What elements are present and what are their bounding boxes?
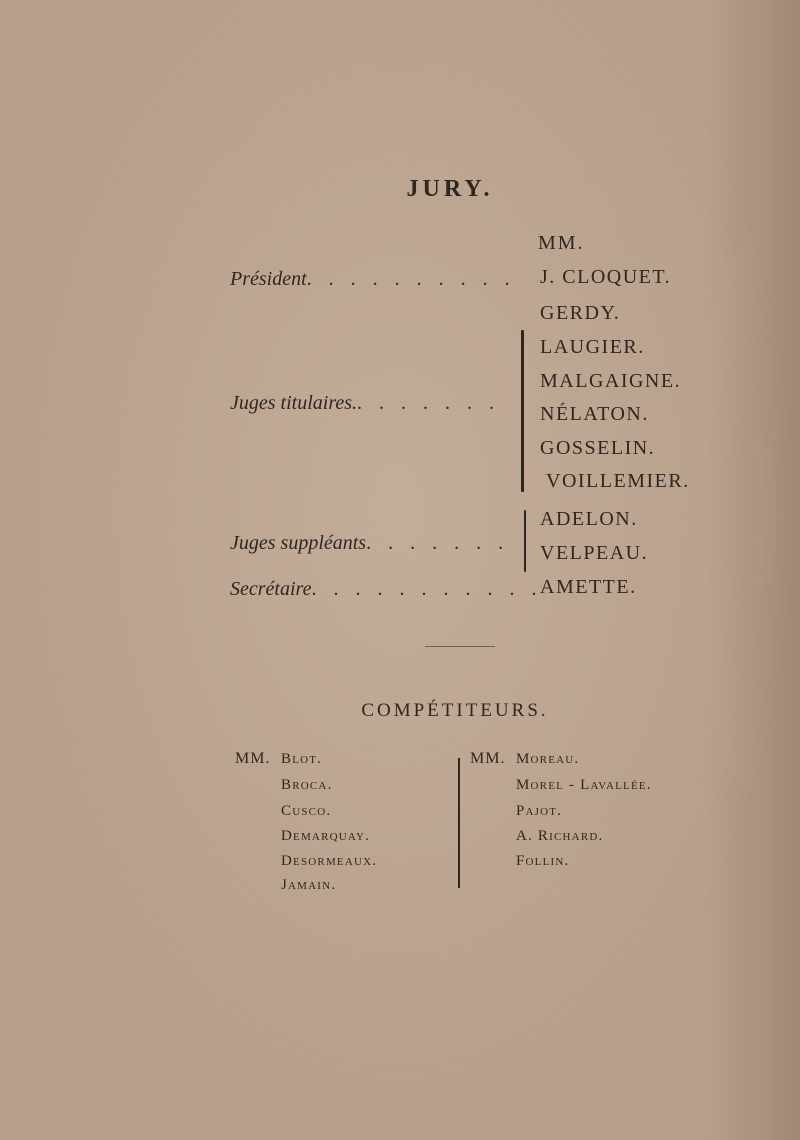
role-president-dots: . . . . . . . . . . xyxy=(306,268,516,290)
competitor-name: Follin. xyxy=(516,853,570,869)
role-titulaires xyxy=(230,392,500,415)
competitors-separator xyxy=(458,758,460,888)
competitors-title: COMPÉTITEURS. xyxy=(361,700,549,721)
competitors-right-mm: MM. xyxy=(470,750,506,767)
jury-mm-header: MM. xyxy=(538,232,585,254)
titulaires-brace xyxy=(521,330,524,492)
competitor-name: Blot. xyxy=(281,751,323,767)
page-title: JURY. xyxy=(406,176,494,202)
competitor-name: Desormeaux. xyxy=(281,853,378,869)
role-secretaire-dots: . . . . . . . . . . . xyxy=(311,578,543,600)
secretaire-name: AMETTE. xyxy=(540,576,637,598)
competitor-name: Cusco. xyxy=(281,803,332,819)
suppleant-name: VELPEAU. xyxy=(540,542,649,564)
role-suppleants-label: Juges suppléants xyxy=(230,532,367,554)
role-titulaires-label: Juges titulaires. xyxy=(230,392,358,414)
competitor-name: Pajot. xyxy=(516,803,563,819)
role-secretaire xyxy=(230,578,542,601)
competitor-name: Demarquay. xyxy=(281,828,371,844)
competitor-name: A. Richard. xyxy=(516,828,604,844)
competitor-name: Broca. xyxy=(281,777,333,793)
titulaire-name: NÉLATON. xyxy=(540,403,649,425)
titulaire-name: GERDY. xyxy=(540,302,621,324)
suppleant-name: ADELON. xyxy=(540,508,638,530)
role-secretaire-label: Secrétaire xyxy=(230,578,312,600)
president-name: J. CLOQUET. xyxy=(540,266,672,288)
role-suppleants-dots: . . . . . . . xyxy=(366,532,510,554)
competitor-name: Morel - Lavallée. xyxy=(516,777,652,793)
suppleants-brace xyxy=(524,510,526,572)
titulaire-name: VOILLEMIER. xyxy=(546,470,690,492)
competitor-name: Jamain. xyxy=(281,877,337,893)
role-president-label: Président xyxy=(230,268,307,290)
titulaire-name: LAUGIER. xyxy=(540,336,645,358)
competitor-name: Moreau. xyxy=(516,751,580,767)
role-suppleants xyxy=(230,532,509,555)
role-president xyxy=(230,268,516,291)
competitors-left-mm: MM. xyxy=(235,750,271,767)
section-divider xyxy=(425,646,495,647)
titulaire-name: MALGAIGNE. xyxy=(540,370,682,392)
titulaire-name: GOSSELIN. xyxy=(540,437,656,459)
role-titulaires-dots: . . . . . . . xyxy=(357,392,501,414)
